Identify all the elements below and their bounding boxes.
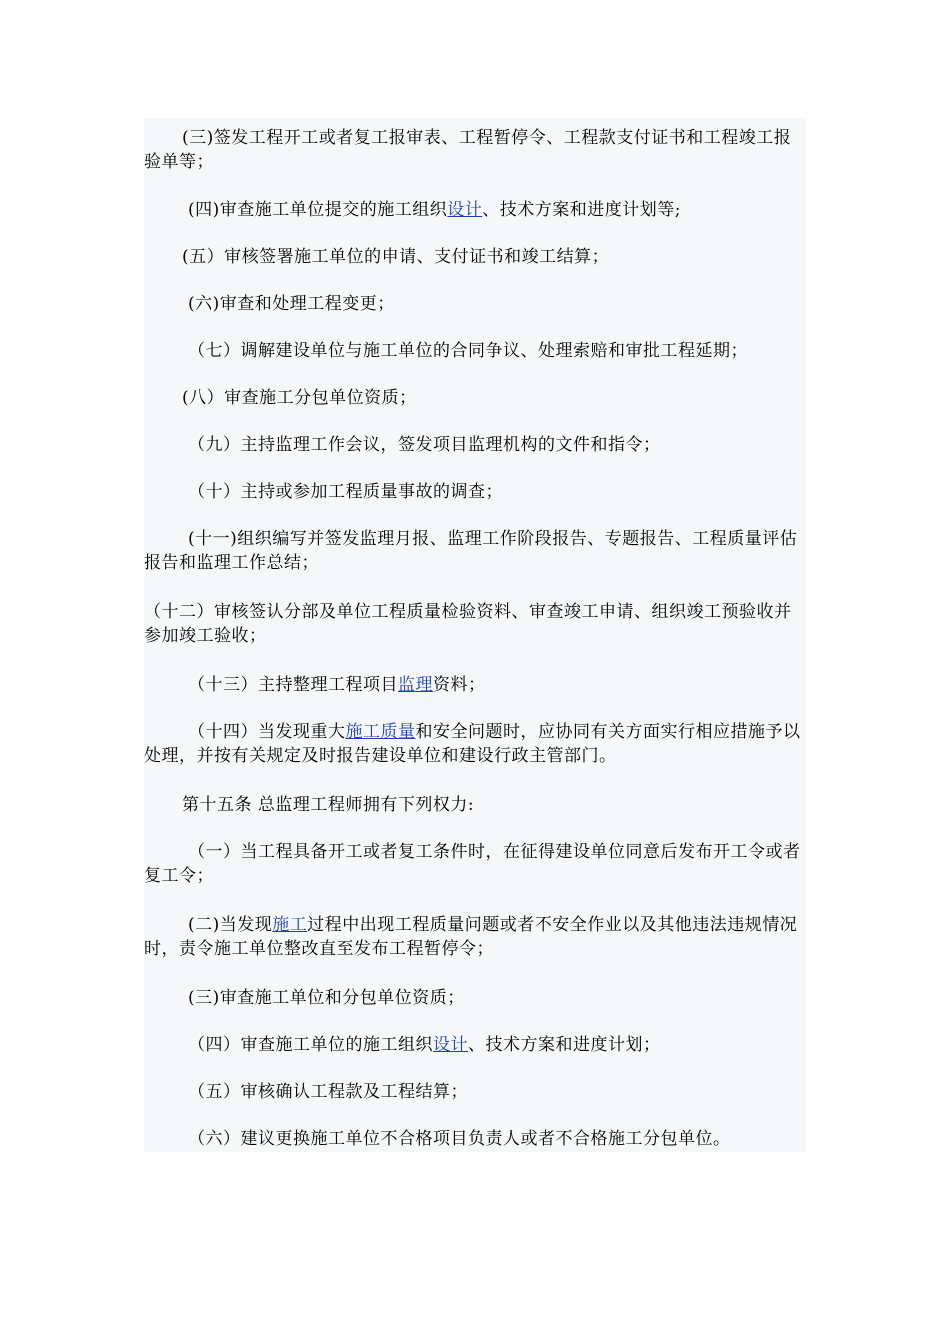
paragraph-text: (三)签发工程开工或者复工报审表、工程暂停令、工程款支付证书和工程竣工报验单等； — [144, 128, 792, 172]
paragraph-text: 、技术方案和进度计划等; — [482, 200, 681, 220]
paragraph-text: （一）当工程具备开工或者复工条件时，在征得建设单位同意后发布开工令或者复工令； — [144, 842, 801, 886]
paragraph-text: （十）主持或参加工程质量事故的调查； — [188, 482, 503, 502]
paragraph — [144, 386, 806, 410]
paragraph-text: (四)审查施工单位提交的施工组织 — [188, 200, 448, 220]
keyword-link[interactable]: 施工 — [272, 915, 308, 935]
paragraph-text: (三)审查施工单位和分包单位资质； — [188, 988, 465, 1008]
paragraph — [144, 339, 806, 363]
paragraph-text: 、技术方案和进度计划； — [468, 1035, 661, 1055]
paragraph — [144, 840, 806, 888]
paragraph — [144, 433, 806, 457]
paragraph-text: （十三）主持整理工程项目 — [188, 675, 398, 695]
paragraph-text: (十一)组织编写并签发监理月报、监理工作阶段报告、专题报告、工程质量评估报告和监理工作总结； — [144, 529, 798, 573]
paragraph-text: （十二）审核签认分部及单位工程质量检验资料、审查竣工申请、组织竣工预验收并参加竣工验收； — [144, 602, 792, 646]
paragraph-text: (二)当发现 — [188, 915, 273, 935]
paragraph-text: （九）主持监理工作会议，签发项目监理机构的文件和指令； — [188, 435, 661, 455]
paragraph — [144, 198, 806, 222]
paragraph — [144, 673, 806, 697]
paragraph — [144, 1127, 806, 1151]
paragraph — [144, 480, 806, 504]
paragraph — [144, 245, 806, 269]
paragraph-text: （六）建议更换施工单位不合格项目负责人或者不合格施工分包单位。 — [188, 1129, 731, 1149]
paragraph-text: (六)审查和处理工程变更； — [188, 294, 395, 314]
keyword-link[interactable]: 施工质量 — [345, 722, 416, 742]
paragraph-text: 第十五条 总监理工程师拥有下列权力: — [182, 795, 475, 815]
paragraph-text: 资料； — [433, 675, 486, 695]
paragraph — [144, 793, 806, 817]
paragraph-text: （七）调解建设单位与施工单位的合同争议、处理索赔和审批工程延期； — [188, 341, 748, 361]
paragraph-text: （十四）当发现重大 — [188, 722, 346, 742]
paragraph — [144, 1080, 806, 1104]
keyword-link[interactable]: 设计 — [433, 1035, 468, 1055]
paragraph — [144, 1033, 806, 1057]
paragraph-text: （五）审核确认工程款及工程结算； — [188, 1082, 468, 1102]
keyword-link[interactable]: 设计 — [447, 200, 483, 220]
paragraph — [144, 292, 806, 316]
paragraph-text: 过程中出现工程质量问题或者不安全作业以及其他违法违规情况时，责令施工单位整改直至发布工程暂停令； — [144, 915, 798, 959]
paragraph — [144, 913, 806, 961]
paragraph — [144, 720, 806, 768]
paragraph — [144, 600, 806, 648]
paragraph-text: (五）审核签署施工单位的申请、支付证书和竣工结算； — [182, 247, 610, 267]
paragraph — [144, 986, 806, 1010]
keyword-link[interactable]: 监理 — [398, 675, 433, 695]
document-body — [144, 118, 806, 1152]
paragraph — [144, 527, 806, 575]
paragraph — [144, 126, 806, 174]
paragraph-text: （四）审查施工单位的施工组织 — [188, 1035, 433, 1055]
paragraph-text: (八）审查施工分包单位资质； — [182, 388, 417, 408]
paragraph-text: 和安全问题时，应协同有关方面实行相应措施予以处理，并按有关规定及时报告建设单位和建设行政主管部门。 — [144, 722, 801, 766]
